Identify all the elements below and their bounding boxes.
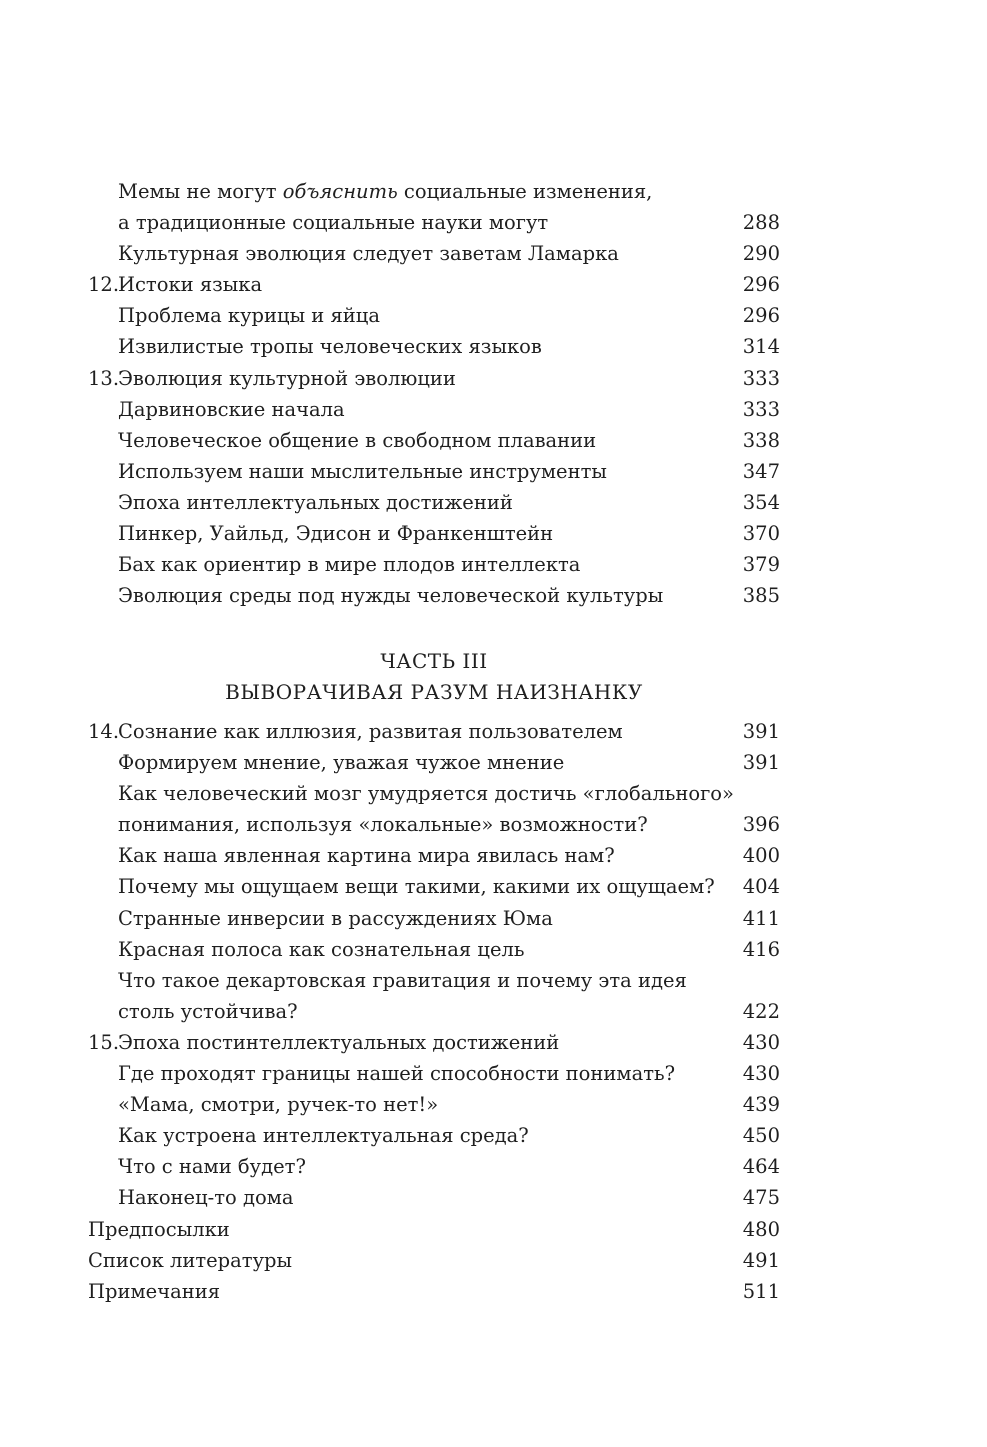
toc-entry-title: а традиционные социальные науки могут [118, 211, 549, 235]
toc-entry [88, 809, 780, 840]
toc-entry-page: 333 [742, 397, 780, 421]
toc-backmatter-entry [88, 1276, 780, 1307]
toc-entry-title: Мемы не могут объяснить социальные изменения, [118, 180, 653, 203]
toc-entry-page: 491 [742, 1248, 780, 1272]
toc-entry [88, 487, 780, 518]
toc-entry [88, 580, 780, 611]
toc-entry-title: Что с нами будет? [118, 1155, 306, 1179]
toc-entry-title: Культурная эволюция следует заветам Ламарка [118, 242, 619, 266]
toc-entry [88, 549, 780, 580]
toc-entry-title: Список литературы [88, 1248, 293, 1272]
chapter-title: Эволюция культурной эволюции [118, 366, 456, 390]
toc-entry-title: Извилистые тропы человеческих языков [118, 335, 542, 359]
toc-entry [88, 425, 780, 456]
toc-entry-title: Дарвиновские начала [118, 397, 345, 421]
toc-entry-title: Что такое декартовская гравитация и почему эта идея [118, 968, 687, 992]
toc-entry-page: 338 [742, 428, 780, 452]
toc-section-b [88, 716, 780, 1307]
toc-entry-title: Красная полоса как сознательная цель [118, 937, 525, 961]
toc-entry [88, 176, 780, 207]
toc-chapter [88, 269, 780, 300]
toc-entry-page: 290 [742, 242, 780, 266]
toc-chapter [88, 363, 780, 394]
toc-entry-page: 379 [742, 553, 780, 577]
toc-entry-page: 422 [742, 999, 780, 1023]
toc-entry-page: 396 [742, 813, 780, 837]
toc-entry-page: 385 [742, 584, 780, 608]
toc-entry-page: 314 [742, 335, 780, 359]
toc-entry-title: Как наша явленная картина мира явилась нам? [118, 844, 615, 868]
toc-entry-page: 430 [742, 1062, 780, 1086]
toc-entry-title: Как человеческий мозг умудряется достичь «глобального» [118, 782, 734, 806]
toc-entry [88, 996, 780, 1027]
toc-entry-title: Эволюция среды под нужды человеческой культуры [118, 584, 664, 608]
toc-chapter [88, 716, 780, 747]
toc-entry-page: 430 [742, 1030, 780, 1054]
toc-entry-title: Бах как ориентир в мире плодов интеллекта [118, 553, 581, 577]
toc-entry-title: «Мама, смотри, ручек-то нет!» [118, 1093, 439, 1117]
toc-entry-title: столь устойчива? [118, 999, 298, 1023]
toc-entry-title: Странные инверсии в рассуждениях Юма [118, 906, 553, 930]
toc-entry-page: 416 [742, 937, 780, 961]
toc-entry [88, 965, 780, 996]
chapter-title: Сознание как иллюзия, развитая пользователем [118, 720, 623, 743]
toc-section-a [88, 176, 780, 611]
toc-entry-page: 411 [742, 906, 780, 930]
toc-entry-page: 480 [742, 1217, 780, 1241]
toc-entry-page: 354 [742, 490, 780, 514]
toc-entry-page: 475 [742, 1186, 780, 1210]
toc-entry [88, 331, 780, 362]
toc-entry [88, 747, 780, 778]
toc-entry [88, 1089, 780, 1120]
toc-entry-title: Формируем мнение, уважая чужое мнение [118, 751, 565, 775]
toc-entry-title: Человеческое общение в свободном плавании [118, 428, 597, 452]
chapter-number: 12. [88, 273, 120, 297]
toc-entry [88, 207, 780, 238]
toc-entry [88, 518, 780, 549]
part-title: ВЫВОРАЧИВАЯ РАЗУМ НАИЗНАНКУ [225, 680, 643, 704]
part-number: ЧАСТЬ III [380, 649, 488, 673]
toc-entry [88, 1182, 780, 1213]
toc-backmatter-entry [88, 1214, 780, 1245]
toc-entry [88, 903, 780, 934]
toc-entry-page: 296 [742, 304, 780, 328]
toc-entry-page: 333 [742, 366, 780, 390]
toc-entry-page: 511 [742, 1279, 780, 1303]
toc-entry-title: Почему мы ощущаем вещи такими, какими их ощущаем? [118, 875, 715, 899]
toc-entry [88, 1120, 780, 1151]
toc-backmatter-entry [88, 1245, 780, 1276]
chapter-number: 14. [88, 720, 120, 743]
chapter-number: 13. [88, 366, 120, 390]
toc-chapter [88, 1027, 780, 1058]
toc-entry-title: Пинкер, Уайльд, Эдисон и Франкенштейн [118, 522, 554, 546]
part-heading [88, 646, 780, 708]
toc-entry-title: понимания, используя «локальные» возможности? [118, 813, 648, 837]
toc-entry [88, 1151, 780, 1182]
italic-word: объяснить [282, 180, 398, 203]
toc-entry-page: 296 [742, 273, 780, 297]
toc-entry-title: Проблема курицы и яйца [118, 304, 380, 328]
toc-entry [88, 871, 780, 902]
toc-entry [88, 934, 780, 965]
chapter-title: Эпоха постинтеллектуальных достижений [118, 1030, 560, 1054]
chapter-title: Истоки языка [118, 273, 263, 297]
toc-entry-page: 464 [742, 1155, 780, 1179]
toc-entry [88, 394, 780, 425]
toc-entry-page: 391 [742, 720, 780, 743]
chapter-number: 15. [88, 1030, 120, 1054]
toc-entry-title: Как устроена интеллектуальная среда? [118, 1124, 529, 1148]
toc-entry-page: 347 [742, 459, 780, 483]
toc-entry [88, 840, 780, 871]
toc-entry-title: Эпоха интеллектуальных достижений [118, 490, 513, 514]
toc-entry [88, 238, 780, 269]
toc-entry-page: 439 [742, 1093, 780, 1117]
toc-entry-title: Примечания [88, 1279, 221, 1303]
toc-entry [88, 1058, 780, 1089]
toc-entry-page: 288 [742, 211, 780, 235]
toc-entry-page: 404 [742, 875, 780, 899]
toc-entry-title: Используем наши мыслительные инструменты [118, 459, 607, 483]
toc-entry-page: 450 [742, 1124, 780, 1148]
toc-entry-title: Где проходят границы нашей способности понимать? [118, 1062, 676, 1086]
toc-entry-title: Предпосылки [88, 1217, 230, 1241]
toc-entry-title: Наконец-то дома [118, 1186, 294, 1210]
toc-entry [88, 778, 780, 809]
toc-entry-page: 370 [742, 522, 780, 546]
toc-entry-page: 391 [742, 751, 780, 775]
toc-entry-page: 400 [742, 844, 780, 868]
toc-entry [88, 300, 780, 331]
toc-entry [88, 456, 780, 487]
